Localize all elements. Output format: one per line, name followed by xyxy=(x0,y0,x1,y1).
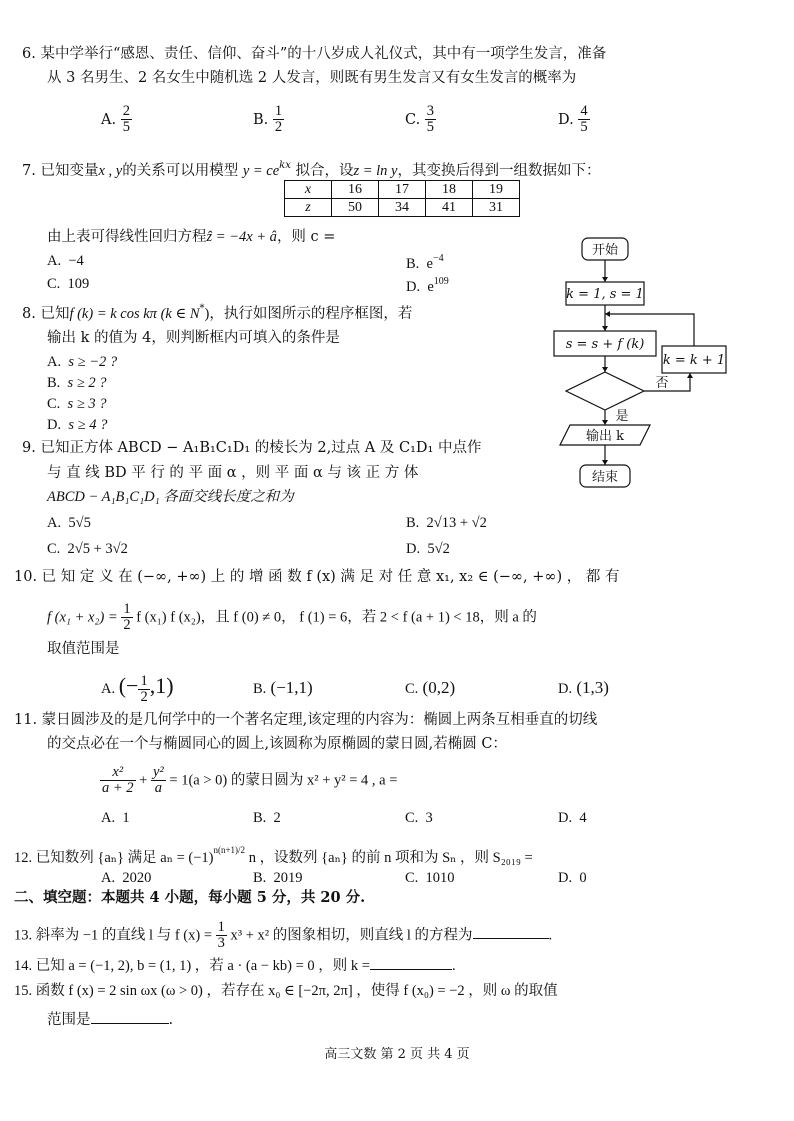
q15-line2: 范围是 . xyxy=(47,1012,174,1028)
q7-option-c: C. 109 xyxy=(47,276,90,292)
q11-line2: 的交点必在一个与椭圆同心的圆上,该圆称为原椭圆的蒙日圆,若椭圆 C： xyxy=(47,736,507,752)
q12-option-d: D. 0 xyxy=(558,870,587,886)
arrowhead xyxy=(602,460,608,465)
q10-line2: f (x₁ + x₂) = $\frac{1}{2}$ f (x₁) f (x₂)，且 f (0) ≠ 0， f (1) = 6，若 2 < f (a + 1) < 18，则 a 的 xyxy=(47,601,537,634)
table-row: x 16 17 18 19 xyxy=(285,181,520,199)
q12-line1: 12. 已知数列 {aₙ} 满足 $a_n = (-1)^{n(n+1)/2}$ n ，设数列 {aₙ} 的前 n 项和为 Sₙ ，则 S₂₀₁₉ = xyxy=(14,845,533,866)
q8-line1: 8. 已知f (k) = k cos kπ (k ∈ N*)，执行如图所示的程序框图，若 xyxy=(22,303,413,322)
q9-line1: 9. 已知正方体 ABCD − A₁B₁C₁D₁ 的棱长为 2,过点 A 及 C₁D₁ 中点作 xyxy=(22,440,482,456)
arrowhead xyxy=(602,326,608,331)
q6-line2: 从 3 名男生、2 名女生中随机选 2 人发言，则既有男生发言又有女生发言的概率为 xyxy=(47,70,577,86)
q7-regression-line: 由上表可得线性回归方程ẑ = −4x + â，则 c = xyxy=(47,229,336,245)
flowchart-end-label: 结束 xyxy=(591,470,619,485)
q6-line1: 6. 某中学举行“感恩、责任、信仰、奋斗”的十八岁成人礼仪式，其中有一项学生发言，准备 xyxy=(22,46,607,62)
q9-line3: ABCD − A₁B₁C₁D₁ 各面交线长度之和为 xyxy=(47,489,294,505)
q6-option-c: C. $\frac{3}{5}$ xyxy=(405,103,435,136)
q10-option-b: B. (−1,1) xyxy=(253,678,313,697)
flowchart-update-s-label: s = s + f (k) xyxy=(565,337,645,352)
flowchart-decision-diamond xyxy=(566,372,644,410)
q8-line2: 输出 k 的值为 4，则判断框内可填入的条件是 xyxy=(47,330,340,346)
q11-line3: $\frac{\text{x²}}{a + 2}$ + $\frac{\text{y²}}{a}$ = 1(a > 0) 的蒙日圆为 x² + y² = 4 , a = xyxy=(102,764,398,797)
flowchart-no-label: 否 xyxy=(655,376,669,391)
q11-option-b: B. 2 xyxy=(253,810,281,826)
q14-answer-blank[interactable] xyxy=(370,957,452,970)
table-row: z 50 34 41 31 xyxy=(285,199,520,217)
arrowhead xyxy=(605,311,610,317)
q15-answer-blank[interactable] xyxy=(91,1011,169,1024)
q12-option-c: C. 1010 xyxy=(405,870,455,886)
q6-option-b: B. $\frac{1}{2}$ xyxy=(253,103,283,136)
q10-line1: 10. 已 知 定 义 在 (−∞, +∞) 上 的 增 函 数 f (x) 满 足 对 任 意 x₁, x₂ ∈ (−∞, +∞) ， 都 有 xyxy=(14,569,620,585)
flowchart-output-label: 输出 k xyxy=(585,429,625,444)
q7-data-table xyxy=(284,180,520,217)
q10-option-a: A. (− $\frac{1}{2}$ ,1) xyxy=(101,672,174,705)
q13-line: 13. 斜率为 −1 的直线 l 与 f (x) = $\frac{1}{3}$ x³ + x² 的图象相切，则直线 l 的方程为 . xyxy=(14,919,553,952)
q8-option-c: C. s ≥ 3 ? xyxy=(47,396,107,412)
section-heading-fill-in: 二、填空题：本题共 4 小题，每小题 5 分，共 20 分. xyxy=(14,889,366,906)
q14-line: 14. 已知 a = (−1, 2), b = (1, 1) ，若 a · (a − kb) = 0 ，则 k = . xyxy=(14,958,456,974)
q7-option-a: A. −4 xyxy=(47,253,84,269)
q9-option-b: B. 2√13 + √2 xyxy=(406,515,487,531)
page-footer: 高三文数 第 2 页 共 4 页 xyxy=(324,1047,470,1062)
q11-option-d: D. 4 xyxy=(558,810,587,826)
flowchart-yes-label: 是 xyxy=(615,409,629,424)
q11-option-a: A. 1 xyxy=(101,810,130,826)
q11-option-c: C. 3 xyxy=(405,810,433,826)
flowchart-start-label: 开始 xyxy=(591,243,619,258)
flowchart-init-label: k = 1, s = 1 xyxy=(566,287,644,302)
q12-option-b: B. 2019 xyxy=(253,870,303,886)
q8-option-d: D. s ≥ 4 ? xyxy=(47,417,108,433)
q9-option-c: C. 2√5 + 3√2 xyxy=(47,541,128,557)
arrowhead xyxy=(602,277,608,282)
q6-option-d: D. $\frac{4}{5}$ xyxy=(558,103,588,136)
q9-option-a: A. 5√5 xyxy=(47,515,91,531)
q13-answer-blank[interactable] xyxy=(473,926,549,939)
q6-option-a: A. $\frac{2}{5}$ xyxy=(101,103,130,136)
q8-option-b: B. s ≥ 2 ? xyxy=(47,375,107,391)
q9-line2: 与 直 线 BD 平 行 的 平 面 α ，则 平 面 α 与 该 正 方 体 xyxy=(47,465,419,481)
q7-line1: 7. 已知变量x , y的关系可以用模型 $y = ce^{kx}$ 拟合，设z = ln y，其变换后得到一组数据如下： xyxy=(22,160,601,179)
q12-option-a: A. 2020 xyxy=(101,870,152,886)
arrowhead xyxy=(687,373,693,378)
q11-line1: 11. 蒙日圆涉及的是几何学中的一个著名定理,该定理的内容为：椭圆上两条互相垂直的切线 xyxy=(14,712,598,728)
flowchart-diagram xyxy=(540,230,740,500)
arrowhead xyxy=(602,367,608,372)
arrowhead xyxy=(602,420,608,425)
q7-option-b: B. $e^{-4}$ xyxy=(406,253,444,272)
q15-line1: 15. 函数 f (x) = 2 sin ωx (ω > 0) ，若存在 x₀ ∈ [−2π, 2π] ，使得 f (x₀) = −2 ，则 ω 的取值 xyxy=(14,983,558,999)
q8-option-a: A. s ≥ −2 ? xyxy=(47,354,118,370)
q7-option-d: D. $e^{109}$ xyxy=(406,276,449,295)
q10-option-c: C. (0,2) xyxy=(405,678,456,697)
flowchart-update-k-label: k = k + 1 xyxy=(662,353,726,368)
q10-line3: 取值范围是 xyxy=(47,641,120,657)
q10-option-d: D. (1,3) xyxy=(558,678,609,697)
q9-option-d: D. 5√2 xyxy=(406,541,450,557)
